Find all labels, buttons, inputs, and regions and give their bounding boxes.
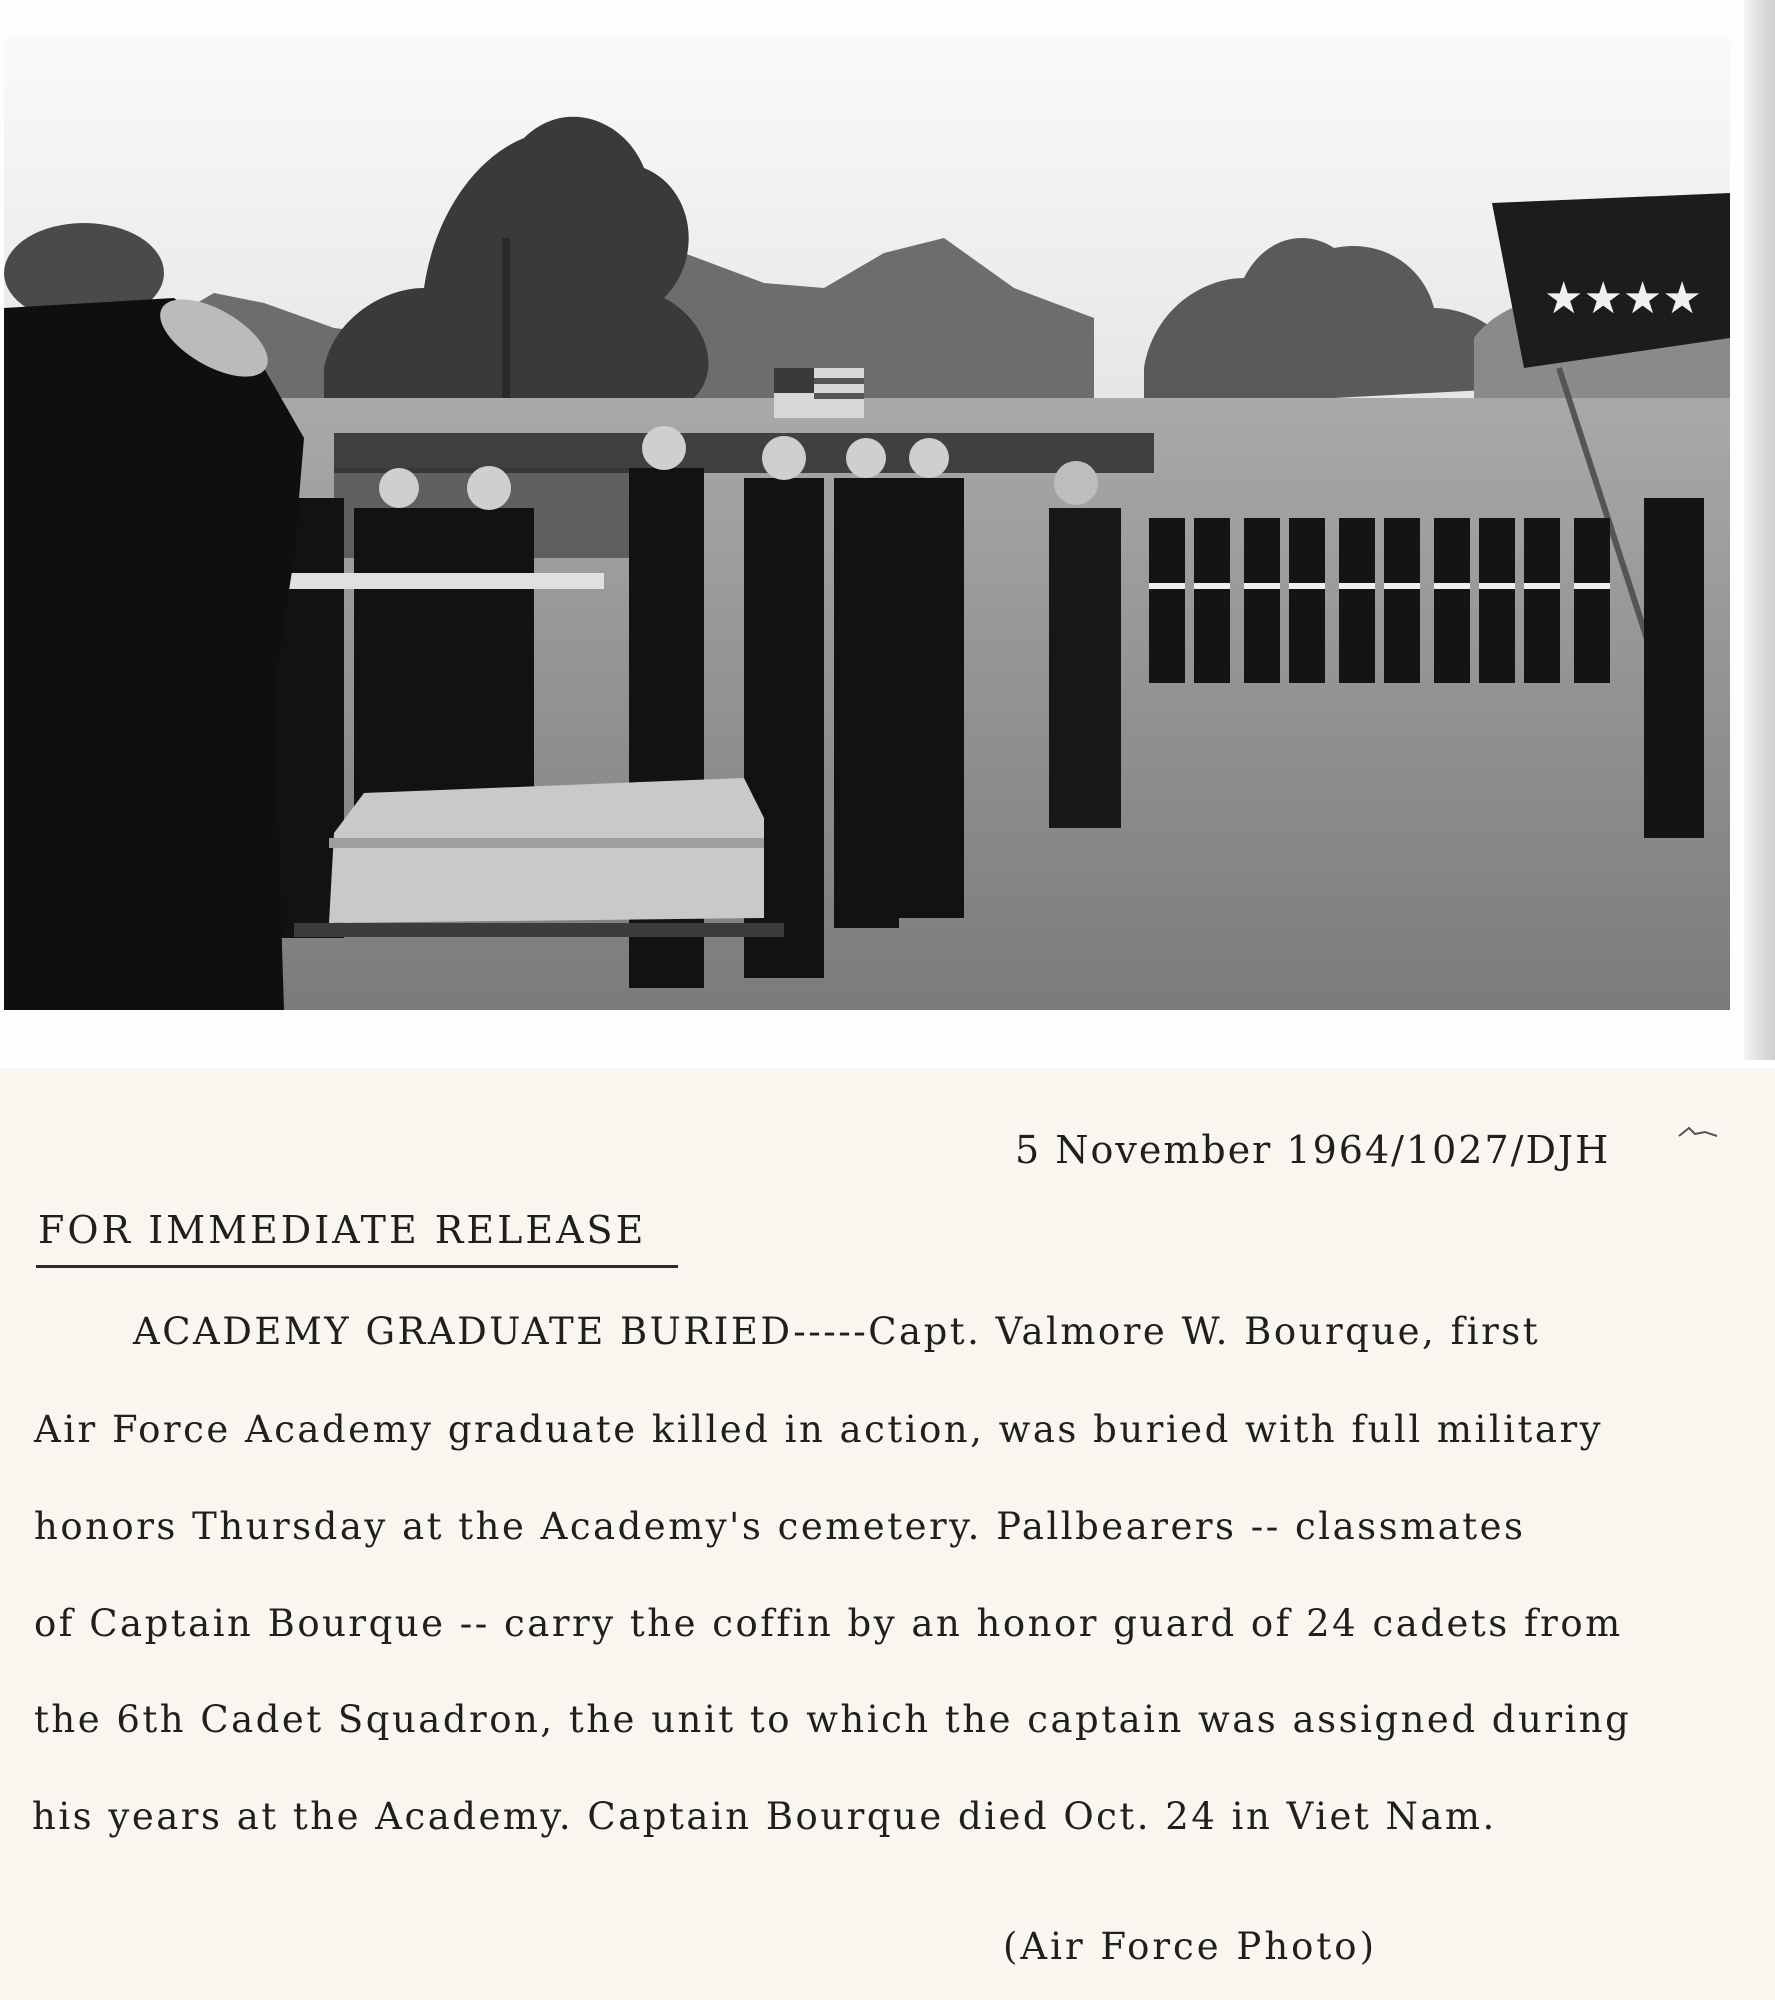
release-header: FOR IMMEDIATE RELEASE — [38, 1208, 647, 1252]
body-line-4: of Captain Bourque -- carry the coffin by an honor guard of 24 cadets from — [34, 1602, 1623, 1645]
body-line-3: honors Thursday at the Academy's cemetery. Pallbearers -- classmates — [34, 1505, 1526, 1548]
press-release — [0, 1068, 1775, 2000]
paper-scuff-mark — [1675, 1122, 1735, 1142]
body-line-5: the 6th Cadet Squadron, the unit to which the captain was assigned during — [34, 1698, 1632, 1741]
header-underline — [36, 1265, 678, 1268]
photo-credit: (Air Force Photo) — [1003, 1925, 1378, 1968]
photo-sheet-edge — [1744, 0, 1775, 1060]
body-line-1: ACADEMY GRADUATE BURIED-----Capt. Valmore W. Bourque, first — [133, 1310, 1541, 1353]
svg-text:★★★★: ★★★★ — [1544, 273, 1702, 324]
body-line-2: Air Force Academy graduate killed in action, was buried with full military — [34, 1408, 1604, 1451]
date-line: 5 November 1964/1027/DJH — [1015, 1128, 1611, 1172]
funeral-photograph — [4, 38, 1730, 1010]
body-line-6: his years at the Academy. Captain Bourque died Oct. 24 in Viet Nam. — [32, 1795, 1497, 1838]
